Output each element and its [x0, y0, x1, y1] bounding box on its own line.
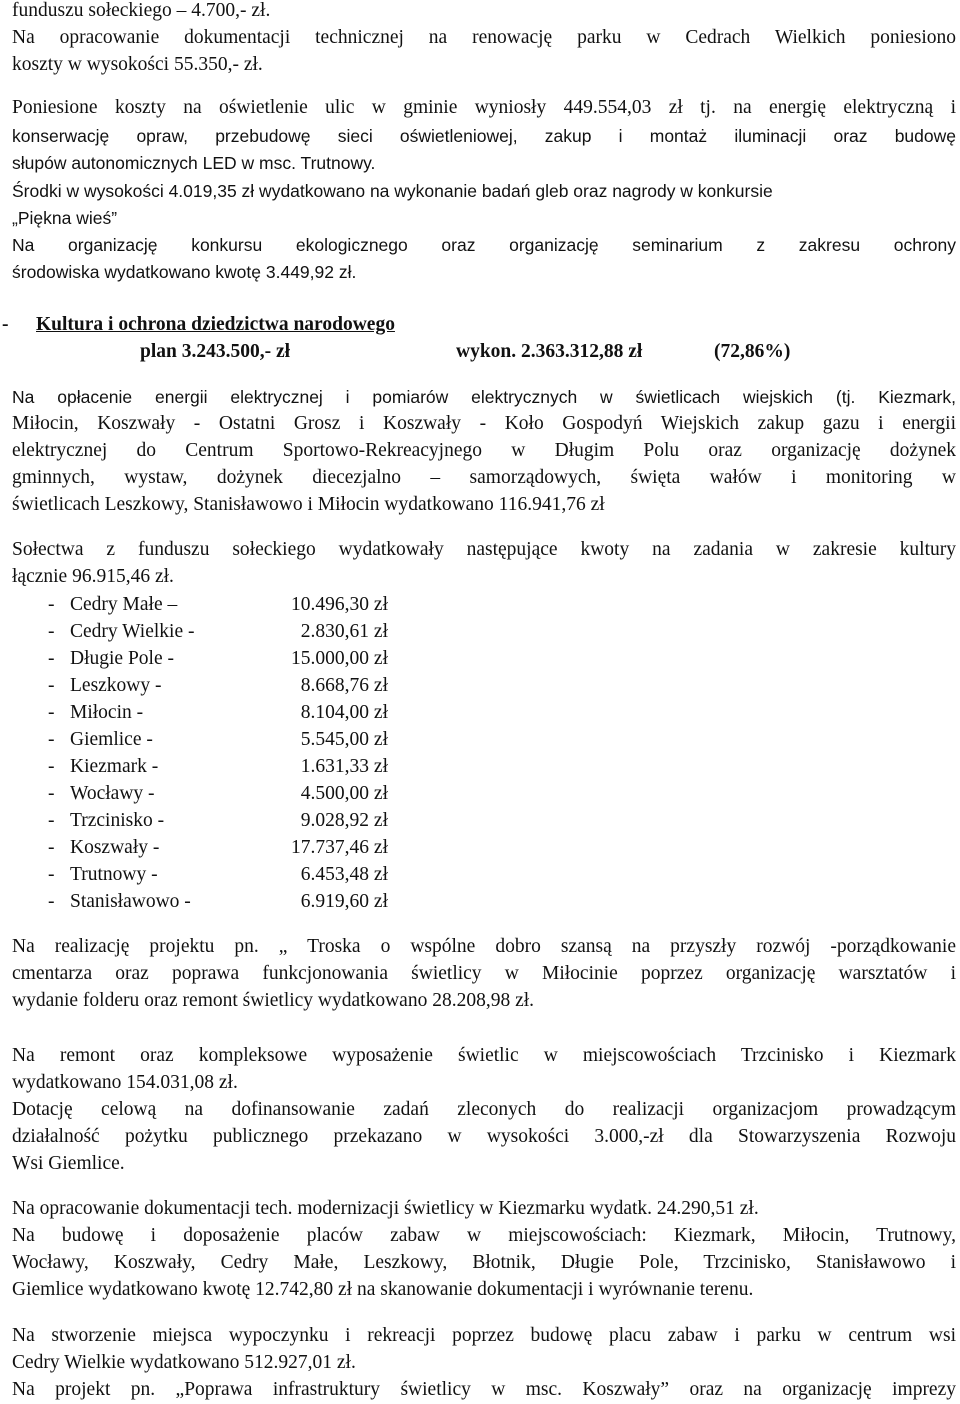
village-amount: 1.631,33 zł: [300, 756, 388, 777]
text-line: działalność pożytku publicznego przekazano w wysokości 3.000,-zł dla Stowarzyszenia Rozwoju: [12, 1126, 956, 1147]
text-line: Na organizację konkursu ekologicznego oraz organizację seminarium z zakresu ochrony: [12, 235, 956, 255]
village-amount: 17.737,46 zł: [291, 837, 388, 858]
list-item: [48, 702, 388, 724]
text-line: konserwację opraw, przebudowę sieci oświetleniowej, zakup i montaż iluminacji oraz budowę: [12, 126, 956, 146]
list-item: [48, 675, 388, 697]
text-line: „Piękna wieś”: [12, 208, 118, 228]
village-amount: 9.028,92 zł: [300, 810, 388, 831]
list-dash: -: [48, 594, 55, 615]
list-item: [48, 621, 388, 643]
text-line: Cedry Wielkie wydatkowano 512.927,01 zł.: [12, 1352, 356, 1373]
text-line: Poniesione koszty na oświetlenie ulic w gminie wyniosły 449.554,03 zł tj. na energię elektryczną i: [12, 97, 956, 118]
plan-amount: plan 3.243.500,- zł: [140, 341, 291, 362]
village-name: Giemlice -: [70, 729, 153, 750]
village-amount: 15.000,00 zł: [291, 648, 388, 669]
list-dash: -: [48, 702, 55, 723]
list-dash: -: [48, 837, 55, 858]
text-line: łącznie 96.915,46 zł.: [12, 566, 174, 587]
village-name: Wocławy -: [70, 783, 155, 804]
text-line: gminnych, wystaw, dożynek diecezjalno – samorządowych, święta wałów i monitoring w: [12, 467, 956, 488]
text-line: koszty w wysokości 55.350,- zł.: [12, 54, 263, 75]
text-line: Na budowę i doposażenie placów zabaw w miejscowościach: Kiezmark, Miłocin, Trutnowy,: [12, 1225, 956, 1246]
text-line: wydatkowano 154.031,08 zł.: [12, 1072, 238, 1093]
village-name: Koszwały -: [70, 837, 160, 858]
text-line: elektrycznej do Centrum Sportowo-Rekreacyjnego w Długim Polu oraz organizację dożynek: [12, 440, 956, 461]
list-dash: -: [48, 756, 55, 777]
village-amount: 6.453,48 zł: [300, 864, 388, 885]
text-line: świetlicach Leszkowy, Stanisławowo i Miłocin wydatkowano 116.941,76 zł: [12, 494, 605, 515]
list-item: [48, 729, 388, 751]
text-line: funduszu sołeckiego – 4.700,- zł.: [12, 0, 271, 21]
execution-percent: (72,86%): [714, 341, 791, 362]
village-name: Leszkowy -: [70, 675, 162, 696]
list-dash: -: [48, 891, 55, 912]
list-dash: -: [48, 648, 55, 669]
list-item: [48, 837, 388, 859]
text-line: wydanie folderu oraz remont świetlicy wydatkowano 28.208,98 zł.: [12, 990, 535, 1011]
village-name: Cedry Wielkie -: [70, 621, 195, 642]
list-dash: -: [48, 864, 55, 885]
village-amount: 10.496,30 zł: [291, 594, 388, 615]
list-dash: -: [48, 675, 55, 696]
village-amount: 8.104,00 zł: [300, 702, 388, 723]
text-line: Na realizację projektu pn. „ Troska o wspólne dobro szansą na przyszły rozwój -porządkowanie: [12, 936, 956, 957]
text-line: Na projekt pn. „Poprawa infrastruktury świetlicy w msc. Koszwały” oraz na organizację imprezy: [12, 1379, 956, 1400]
text-line: słupów autonomicznych LED w msc. Trutnowy.: [12, 153, 376, 173]
text-line: Dotację celową na dofinansowanie zadań zleconych do realizacji organizacjom prowadzącym: [12, 1099, 956, 1120]
village-amount: 4.500,00 zł: [300, 783, 388, 804]
list-item: [48, 810, 388, 832]
village-name: Cedry Małe –: [70, 594, 178, 615]
list-item: [48, 783, 388, 805]
executed-amount: wykon. 2.363.312,88 zł: [456, 341, 643, 362]
list-dash: -: [48, 783, 55, 804]
text-line: Na opracowanie dokumentacji tech. modernizacji świetlicy w Kiezmarku wydatk. 24.290,51 zł.: [12, 1198, 759, 1219]
section-dash: -: [2, 314, 9, 335]
village-name: Trutnowy -: [70, 864, 158, 885]
village-name: Kiezmark -: [70, 756, 159, 777]
list-dash: -: [48, 729, 55, 750]
text-line: cmentarza oraz poprawa funkcjonowania świetlicy w Miłocinie poprzez organizację warsztatów i: [12, 963, 956, 984]
text-line: Na opłacenie energii elektrycznej i pomiarów elektrycznych w świetlicach wiejskich (tj. Kiezmark,: [12, 387, 956, 407]
village-amount: 6.919,60 zł: [300, 891, 388, 912]
village-amount: 5.545,00 zł: [300, 729, 388, 750]
list-item: [48, 594, 388, 616]
list-item: [48, 648, 388, 670]
list-dash: -: [48, 621, 55, 642]
section-heading: Kultura i ochrona dziedzictwa narodowego: [36, 314, 395, 335]
text-line: Wsi Giemlice.: [12, 1153, 125, 1174]
text-line: Giemlice wydatkowano kwotę 12.742,80 zł na skanowanie dokumentacji i wyrównanie terenu.: [12, 1279, 754, 1300]
text-line: Na remont oraz kompleksowe wyposażenie świetlic w miejscowościach Trzcinisko i Kiezmark: [12, 1045, 956, 1066]
village-name: Stanisławowo -: [70, 891, 191, 912]
text-line: Na stworzenie miejsca wypoczynku i rekreacji poprzez budowę placu zabaw i parku w centrum wsi: [12, 1325, 956, 1346]
list-item: [48, 891, 388, 913]
text-line: Na opracowanie dokumentacji technicznej na renowację parku w Cedrach Wielkich poniesiono: [12, 27, 956, 48]
text-line: środowiska wydatkowano kwotę 3.449,92 zł.: [12, 262, 357, 282]
list-item: [48, 756, 388, 778]
list-dash: -: [48, 810, 55, 831]
village-amount: 2.830,61 zł: [300, 621, 388, 642]
village-name: Długie Pole -: [70, 648, 174, 669]
village-name: Trzcinisko -: [70, 810, 165, 831]
village-name: Miłocin -: [70, 702, 144, 723]
text-line: Sołectwa z funduszu sołeckiego wydatkowały następujące kwoty na zadania w zakresie kultury: [12, 539, 956, 560]
list-item: [48, 864, 388, 886]
text-line: Miłocin, Koszwały - Ostatni Grosz i Koszwały - Koło Gospodyń Wiejskich zakup gazu i energii: [12, 413, 956, 434]
village-amount: 8.668,76 zł: [300, 675, 388, 696]
text-line: Wocławy, Koszwały, Cedry Małe, Leszkowy, Błotnik, Długie Pole, Trzcinisko, Stanisławowo i: [12, 1252, 956, 1273]
text-line: Środki w wysokości 4.019,35 zł wydatkowano na wykonanie badań gleb oraz nagrody w konkursie: [12, 181, 773, 201]
